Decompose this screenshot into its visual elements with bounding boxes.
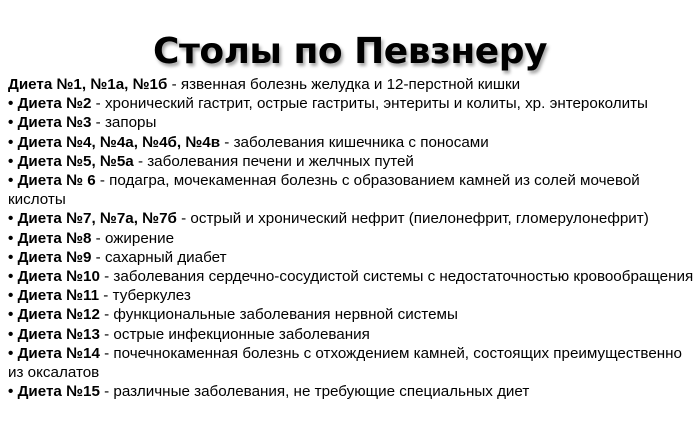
- dash: -: [220, 133, 234, 151]
- diet-item-10: [8, 267, 698, 286]
- bullet-icon: •: [8, 210, 14, 228]
- dash: -: [99, 325, 114, 343]
- diet-item-13: [8, 325, 698, 344]
- diet-description: почечнокаменная болезнь с отхождением камней, состоящих преимущественно из оксалатов: [8, 344, 682, 382]
- bullet-icon: •: [8, 306, 14, 324]
- diet-item-4: [8, 133, 698, 152]
- diet-description: туберкулез: [112, 287, 191, 305]
- diet-item-2: [8, 94, 698, 113]
- diet-description: острый и хронический нефрит (пиелонефрит, гломерулонефрит): [190, 210, 649, 228]
- bullet-icon: •: [8, 248, 14, 266]
- bullet-icon: •: [8, 152, 14, 170]
- diet-name: Диета №11: [17, 287, 100, 305]
- diet-item-3: [8, 113, 698, 132]
- diet-description: заболевания кишечника с поносами: [233, 133, 489, 151]
- diet-description: ожирение: [104, 229, 175, 247]
- diet-name: Диета №3: [17, 114, 92, 132]
- diet-item-9: [8, 248, 698, 267]
- bullet-icon: •: [8, 287, 14, 305]
- diet-name: Диета №5, №5а: [17, 152, 134, 170]
- diet-name: Диета №1, №1а, №1б: [8, 76, 168, 93]
- diet-description: функциональные заболевания нервной системы: [113, 306, 458, 324]
- diet-name: Диета №12: [17, 306, 100, 324]
- diet-item-6: [8, 171, 698, 209]
- bullet-icon: •: [8, 344, 14, 362]
- bullet-icon: •: [8, 114, 14, 132]
- dash: -: [167, 76, 181, 93]
- diet-item-12: [8, 305, 698, 324]
- diet-description: различные заболевания, не требующие специальных диет: [113, 383, 530, 401]
- diet-name: Диета № 6: [17, 172, 96, 190]
- diet-item-15: [8, 382, 698, 401]
- bullet-icon: •: [8, 383, 14, 401]
- dash: -: [99, 306, 114, 324]
- diet-item-5: [8, 152, 698, 171]
- diet-item-14: [8, 344, 698, 382]
- dash: -: [99, 287, 113, 305]
- dash: -: [133, 152, 148, 170]
- diet-name: Диета №14: [17, 344, 100, 362]
- dash: -: [95, 172, 110, 190]
- diet-description: заболевания сердечно-сосудистой системы с недостаточностью кровообращения: [113, 268, 694, 286]
- diet-description: хронический гастрит, острые гастриты, энтериты и колиты, хр. энтероколиты: [104, 95, 648, 113]
- diet-description: подагра, мочекаменная болезнь с образованием камней из солей мочевой кислоты: [8, 172, 640, 209]
- diet-name: Диета №8: [17, 229, 92, 247]
- bullet-icon: •: [8, 133, 14, 151]
- dash: -: [99, 344, 114, 362]
- diet-name: Диета №15: [17, 383, 100, 401]
- bullet-icon: •: [8, 95, 14, 113]
- dash: -: [91, 114, 105, 132]
- dash: -: [91, 229, 105, 247]
- diet-item-1: [8, 75, 698, 94]
- dash: -: [99, 268, 114, 286]
- page-title: Столы по Певзнеру: [153, 31, 547, 73]
- dash: -: [176, 210, 191, 228]
- diet-name: Диета №4, №4а, №4б, №4в: [17, 133, 221, 151]
- diet-name: Диета №13: [17, 325, 100, 343]
- bullet-icon: •: [8, 172, 14, 190]
- diet-name: Диета №9: [17, 248, 92, 266]
- diet-item-7: [8, 209, 698, 228]
- diet-list: [8, 75, 698, 401]
- bullet-icon: •: [8, 268, 14, 286]
- dash: -: [91, 95, 105, 113]
- diet-name: Диета №10: [17, 268, 100, 286]
- diet-item-8: [8, 229, 698, 248]
- diet-description: запоры: [104, 114, 157, 132]
- diet-name: Диета №2: [17, 95, 92, 113]
- dash: -: [99, 383, 114, 401]
- diet-description: острые инфекционные заболевания: [113, 325, 370, 343]
- diet-description: заболевания печени и желчных путей: [147, 152, 414, 170]
- diet-description: сахарный диабет: [104, 248, 227, 266]
- bullet-icon: •: [8, 229, 14, 247]
- dash: -: [91, 248, 105, 266]
- diet-name: Диета №7, №7а, №7б: [17, 210, 177, 228]
- diet-description: язвенная болезнь желудка и 12-перстной кишки: [180, 76, 521, 93]
- diet-item-11: [8, 286, 698, 305]
- bullet-icon: •: [8, 325, 14, 343]
